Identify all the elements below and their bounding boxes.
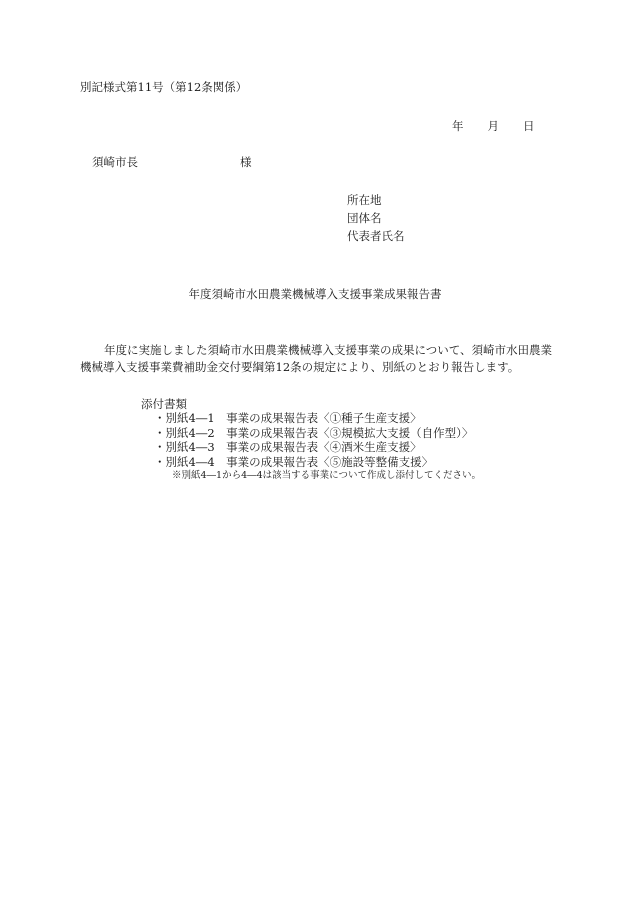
document-title: 年度須崎市水田農業機械導入支援事業成果報告書	[188, 287, 442, 301]
attachments-heading: 添付書類	[141, 397, 187, 411]
date-day-label: 日	[523, 119, 535, 133]
addressee	[92, 155, 252, 170]
attachment-item: ・別紙4―2 事業の成果報告表〈③規模拡大支援（自作型）〉	[154, 425, 474, 440]
attachment-item: ・別紙4―4 事業の成果報告表〈⑤施設等整備支援〉	[154, 454, 434, 469]
body-paragraph	[80, 342, 560, 376]
addressee-honorific: 様	[240, 155, 252, 169]
attachment-item: ・別紙4―1 事業の成果報告表〈①種子生産支援〉	[154, 411, 422, 425]
group-name-label: 団体名	[347, 211, 382, 225]
addressee-name: 須崎市長	[92, 155, 138, 169]
attachment-item: ・別紙4―3 事業の成果報告表〈④酒米生産支援〉	[154, 440, 422, 454]
representative-label: 代表者氏名	[347, 229, 405, 243]
address-label: 所在地	[347, 193, 382, 207]
date-month-label: 月	[487, 119, 499, 133]
attachments-list	[154, 411, 473, 469]
applicant-block	[347, 193, 405, 247]
body-text: 年度に実施しました須崎市水田農業機械導入支援事業の成果について、須崎市水田農業機械導入支援事業費補助金交付要綱第12条の規定により、別紙のとおり報告します。	[80, 343, 553, 374]
attachments-note: ※別紙4―1から4―4は該当する事業について作成し添付してください。	[172, 470, 481, 481]
form-number: 別記様式第11号（第12条関係）	[80, 80, 248, 94]
date-line	[452, 119, 535, 134]
date-year-label: 年	[452, 119, 464, 133]
